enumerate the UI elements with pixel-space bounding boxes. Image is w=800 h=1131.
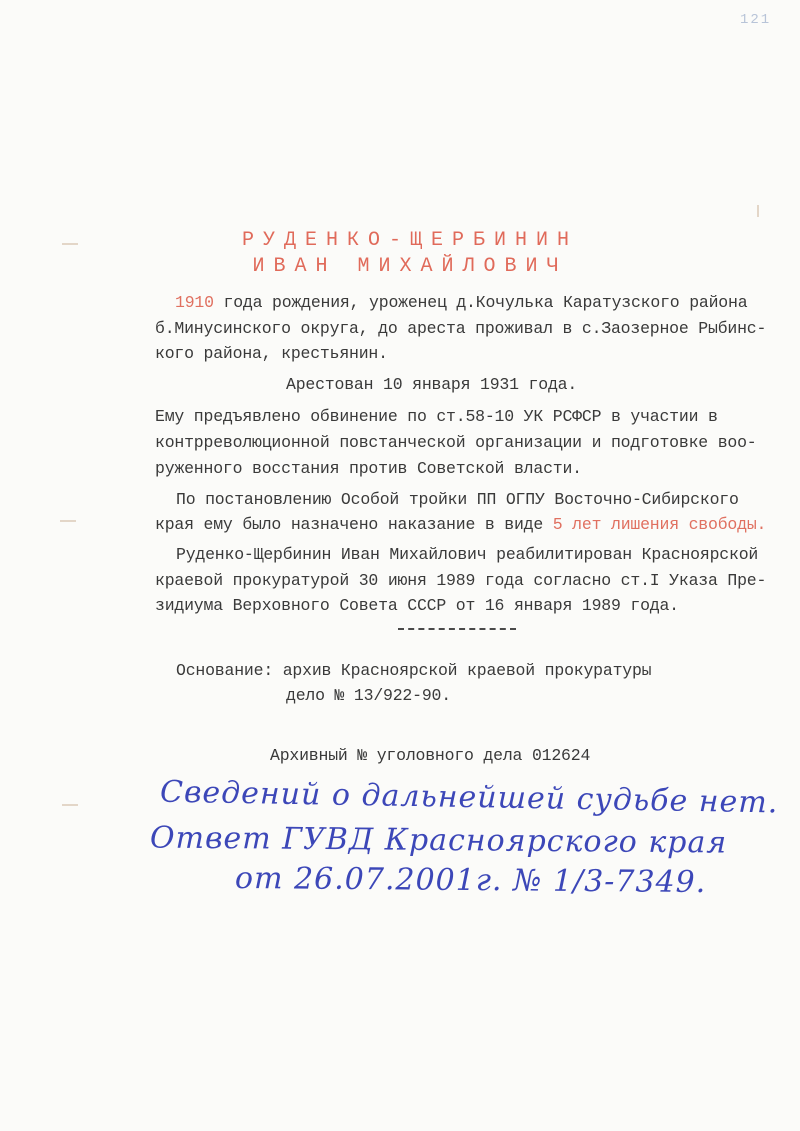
title-given-names: ИВАН МИХАЙЛОВИЧ (252, 255, 568, 278)
archive-number: Архивный № уголовного дела 012624 (270, 746, 591, 765)
sentence-term: 5 лет лишения свободы. (552, 515, 767, 534)
sentence-line1: По постановлению Особой тройки ПП ОГПУ Восточно-Сибирского (176, 490, 739, 509)
handwritten-note-line2: Ответ ГУВД Красноярского края (149, 820, 728, 861)
title-surname: РУДЕНКО-ЩЕРБИНИН (241, 229, 579, 252)
margin-tick (62, 804, 78, 806)
basis-line1: Основание: архив Красноярской краевой прокуратуры (176, 661, 652, 680)
charge-line3: руженного восстания против Советской власти. (155, 459, 582, 478)
arrest-date: Арестован 10 января 1931 года. (286, 375, 578, 394)
charge-line2: контрреволюционной повстанческой организации и подготовке воо- (155, 433, 757, 452)
birth-year: 1910 (175, 293, 214, 312)
handwritten-note-line1: Сведений о дальнейшей судьбе нет. (159, 774, 779, 821)
sentence-line2: края ему было назначено наказание в виде 5 лет лишения свободы. (155, 515, 767, 534)
paragraph-birth-line2: б.Минусинского округа, до ареста проживал в с.Заозерное Рыбинс- (155, 319, 767, 338)
rehab-line3: зидиума Верховного Совета СССР от 16 января 1989 года. (155, 596, 679, 615)
paragraph-birth-line3: кого района, крестьянин. (155, 344, 388, 363)
paragraph-birth-line1: 1910 года рождения, уроженец д.Кочулька Каратузского района (175, 293, 748, 312)
charge-line1: Ему предъявлено обвинение по ст.58-10 УК РСФСР в участии в (155, 407, 718, 426)
handwritten-note-line3: от 26.07.2001г. № 1/3-7349. (234, 860, 707, 901)
separator-dashes (398, 628, 516, 630)
basis-line2: дело № 13/922-90. (286, 686, 451, 705)
rehab-line2: краевой прокуратурой 30 июня 1989 года согласно ст.I Указа Пре- (155, 571, 767, 590)
corner-mark: 121 (740, 12, 772, 28)
margin-tick (60, 520, 76, 522)
rehab-line1: Руденко-Щербинин Иван Михайлович реабилитирован Красноярской (176, 545, 759, 564)
margin-tick (757, 205, 759, 217)
